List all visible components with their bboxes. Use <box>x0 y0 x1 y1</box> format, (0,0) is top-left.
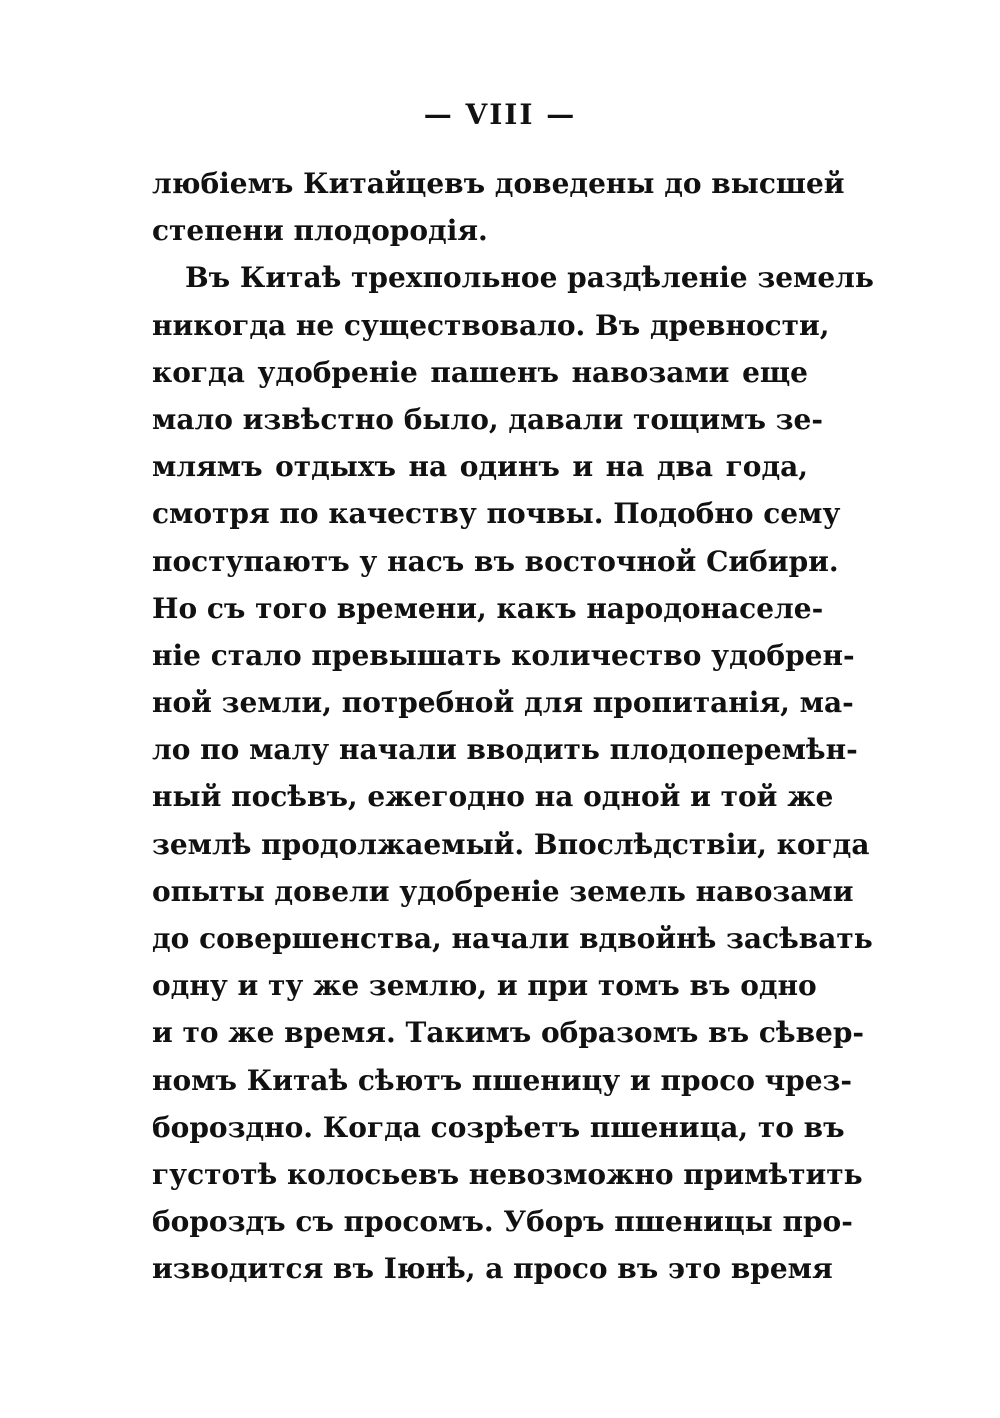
text-line: до совершенства, начали вдвойнѣ засѣвать <box>152 922 873 955</box>
text-line: ный посѣвъ, ежегодно на одной и той же <box>152 780 834 814</box>
page-number: — VIII — <box>423 98 577 131</box>
text-line: ло по малу начали вводить плодоперемѣн- <box>152 733 858 767</box>
text-line: мало извѣстно было, давали тощимъ зе- <box>152 402 823 436</box>
text-line: одну и ту же землю, и при томъ въ одно <box>152 969 817 1003</box>
text-line: любіемъ Китайцевъ доведены до высшей <box>152 167 845 200</box>
text-line: Въ Китаѣ трехпольное раздѣленіе земель <box>185 261 874 295</box>
text-line: бороздно. Когда созрѣетъ пшеница, то въ <box>152 1110 845 1144</box>
text-line: изводится въ Іюнѣ, а просо въ это время <box>152 1252 833 1286</box>
text-line: номъ Китаѣ сѣютъ пшеницу и просо чрез- <box>152 1063 853 1097</box>
text-line: степени плодородія. <box>152 214 488 248</box>
text-line: опыты довели удобреніе земель навозами <box>152 874 854 908</box>
text-line: бороздъ съ просомъ. Уборъ пшеницы про- <box>152 1205 853 1239</box>
text-line: ной земли, потребной для пропитанія, ма- <box>152 686 854 720</box>
text-line: смотря по качеству почвы. Подобно сему <box>152 497 841 531</box>
text-line: Но съ того времени, какъ народонаселе- <box>152 591 824 625</box>
body-text <box>152 160 874 1293</box>
text-line: когда удобреніе пашенъ навозами еще <box>152 355 808 389</box>
text-line: и то же время. Такимъ образомъ въ сѣвер- <box>152 1016 865 1050</box>
text-line: поступаютъ у насъ въ восточной Сибири. <box>152 544 839 578</box>
text-line: никогда не существовало. Въ древности, <box>152 308 830 342</box>
paragraph-2 <box>152 254 874 1292</box>
text-line: землѣ продолжаемый. Впослѣдствіи, когда <box>152 827 870 861</box>
text-line: млямъ отдыхъ на одинъ и на два года, <box>152 450 808 484</box>
text-line: ніе стало превышать количество удобрен- <box>152 638 855 672</box>
text-line: густотѣ колосьевъ невозможно примѣтить <box>152 1157 863 1191</box>
paragraph-1 <box>152 160 845 254</box>
